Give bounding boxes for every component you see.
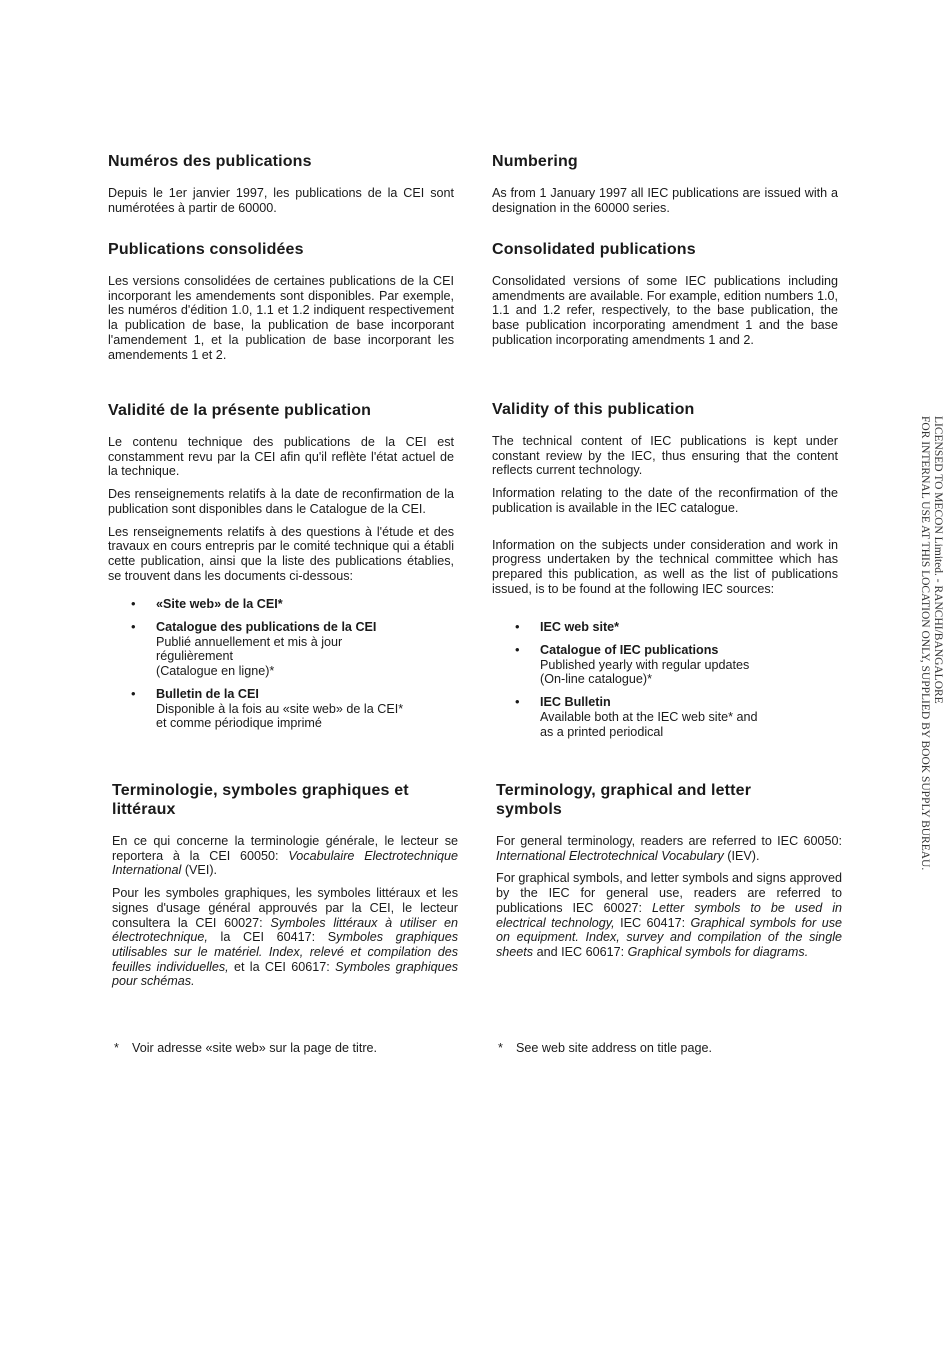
fr-bullet-line: (Catalogue en ligne)* — [156, 664, 275, 679]
fr-footnote-text: Voir adresse «site web» sur la page de titre. — [132, 1041, 378, 1055]
en-bullet-line: (On-line catalogue)* — [540, 672, 653, 687]
fr-bullet-title: • «Site web» de la CEI* — [156, 597, 283, 612]
en-consolidated-title: Consolidated publications — [492, 241, 696, 258]
text-run: En ce qui concerne la terminologie générale, le lecteur se reportera à la CEI 60050: — [112, 834, 458, 863]
list-item — [492, 620, 838, 635]
en-validity-p3: Information on the subjects under consideration and work in progress undertaken by the technical committee which has prepared this publication, as well as the list of publications issued, is to be found at the following IEC sources: — [492, 537, 838, 596]
text-run: (IEV). — [723, 848, 760, 863]
list-item — [492, 643, 838, 687]
list-item — [492, 695, 838, 739]
fr-bullet-line: régulièrement — [156, 649, 234, 664]
list-item — [108, 687, 454, 731]
fr-terminology-title: Terminologie, symboles graphiques et littéraux — [112, 782, 409, 818]
en-footnote — [498, 1041, 712, 1056]
en-terminology-title: Terminology, graphical and letter symbols — [496, 782, 752, 818]
text-run-italic: Symboles littéraux à utiliser en électrotechnique, — [112, 915, 458, 945]
fr-consolidated-section — [108, 240, 454, 362]
en-consolidated-section — [492, 240, 838, 348]
text-run: la CEI 60417: S — [207, 930, 337, 945]
text-run: et la CEI 60617: — [228, 959, 336, 974]
fr-validity-section — [108, 401, 454, 731]
en-footnote-text: See web site address on title page. — [516, 1041, 713, 1055]
fr-bullet-line: Publié annuellement et mis à jour — [156, 634, 343, 649]
text-run-italic: Vocabulaire Electrotechnique International — [112, 848, 459, 878]
en-consolidated-text: Consolidated versions of some IEC publications including amendments are available. For example, edition numbers 1.0, 1.1 and 1.2 refer, respectively, to the base publication, the base publication incorporating amendment 1 and the base publication incorporating amendments 1 and 2. — [492, 274, 838, 347]
list-item — [108, 597, 454, 612]
text-run: and IEC 60617: — [533, 944, 628, 959]
fr-validity-p3: Les renseignements relatifs à des questions à l'étude et des travaux en cours entrepris par le comité technique qui a établi cette publication, ainsi que la liste des publications établies, se trouvent dans les documents ci-dessous: — [108, 524, 454, 583]
text-run-italic: Letter symbols to be used in electrical technology, — [496, 900, 842, 930]
en-terminology-section — [496, 781, 842, 960]
fr-terminology-p2 — [112, 886, 458, 989]
fr-bullet-line: Disponible à la fois au «site web» de la CEI* — [156, 701, 404, 716]
fr-validity-title: Validité de la présente publication — [108, 402, 372, 419]
fr-consolidated-title: Publications consolidées — [108, 241, 304, 258]
en-bullet-line: as a printed periodical — [540, 724, 664, 739]
en-bullet-title: • Catalogue of IEC publications — [540, 643, 719, 658]
fr-bullet-title: • Bulletin de la CEI — [156, 686, 259, 701]
fr-bullet-title: • Catalogue des publications de la CEI — [156, 620, 377, 635]
license-stamp-line-1: LICENSED TO MECON Limited. - RANCHI/BANGALORE — [932, 416, 944, 704]
en-numbering-title: Numbering — [492, 153, 578, 170]
en-validity-p1: The technical content of IEC publications is kept under constant review by the IEC, thus ensuring that the content reflects current technology. — [492, 434, 838, 478]
fr-footnote — [114, 1041, 377, 1056]
fr-numbering-title: Numéros des publications — [108, 153, 312, 170]
en-sources-list — [492, 620, 838, 739]
en-terminology-p2 — [496, 871, 842, 959]
en-bullet-line: Published yearly with regular updates — [540, 657, 750, 672]
en-bullet-title: • IEC web site* — [540, 620, 620, 635]
fr-terminology-section — [112, 781, 458, 989]
en-validity-section — [492, 400, 838, 739]
en-bullet-title: • IEC Bulletin — [540, 695, 611, 710]
en-validity-p2: Information relating to the date of the reconfirmation of the publication is available in the IEC catalogue. — [492, 486, 838, 515]
text-run-italic: Graphical symbols for diagrams. — [627, 944, 809, 959]
footnote-star: * — [114, 1041, 119, 1055]
fr-validity-p2: Des renseignements relatifs à la date de reconfirmation de la publication sont disponibles dans le Catalogue de la CEI. — [108, 487, 454, 516]
text-run: IEC 60417: — [614, 915, 691, 930]
en-numbering-text: As from 1 January 1997 all IEC publications are issued with a designation in the 60000 series. — [492, 186, 838, 215]
text-run: For general terminology, readers are referred to IEC 60050: — [496, 834, 842, 848]
fr-validity-p1: Le contenu technique des publications de la CEI est constamment revu par la CEI afin qu'il reflète l'état actuel de la technique. — [108, 435, 454, 479]
text-run-italic: International Electrotechnical Vocabulary — [496, 848, 724, 863]
fr-consolidated-text: Les versions consolidées de certaines publications de la CEI incorporant les amendements sont disponibles. Par exemple, les numéros d'édition 1.0, 1.1 et 1.2 indiquent respectivement la publication de base, la publication de base incorporant l'amendement 1, et la publication de base incorporant les amendements 1 et 2. — [108, 274, 454, 362]
list-item — [108, 620, 454, 679]
text-run-italic: ymboles graphiques utilisables sur le matériel. Index, relevé et compilation des feuilles individuelles, — [112, 930, 458, 974]
text-run-italic: Symboles graphiques pour schémas. — [112, 959, 458, 989]
en-numbering-section — [492, 152, 838, 215]
footnote-star: * — [498, 1041, 503, 1055]
text-run: (VEI). — [181, 863, 218, 878]
fr-numbering-text: Depuis le 1er janvier 1997, les publications de la CEI sont numérotées à partir de 60000. — [108, 186, 454, 215]
license-stamp — [918, 416, 944, 870]
fr-bullet-line: et comme périodique imprimé — [156, 716, 322, 731]
text-run: Pour les symboles graphiques, les symboles littéraux et les signes d'usage général approuvés par la CEI, le lecteur consultera la CEI 60027: — [112, 886, 458, 930]
en-terminology-p1 — [496, 834, 842, 863]
en-bullet-line: Available both at the IEC web site* and — [540, 709, 758, 724]
fr-terminology-p1 — [112, 834, 458, 878]
text-run-italic: Graphical symbols for use on equipment. Index, survey and compilation of the single sheets — [496, 915, 842, 959]
en-validity-title: Validity of this publication — [492, 401, 695, 418]
fr-sources-list — [108, 597, 454, 731]
text-run: For graphical symbols, and letter symbols and signs approved by the IEC for general use, readers are referred to publications IEC 60027: — [496, 871, 842, 915]
fr-numbering-section — [108, 152, 454, 215]
license-stamp-line-2: FOR INTERNAL USE AT THIS LOCATION ONLY, SUPPLIED BY BOOK SUPPLY BUREAU. — [919, 416, 931, 871]
